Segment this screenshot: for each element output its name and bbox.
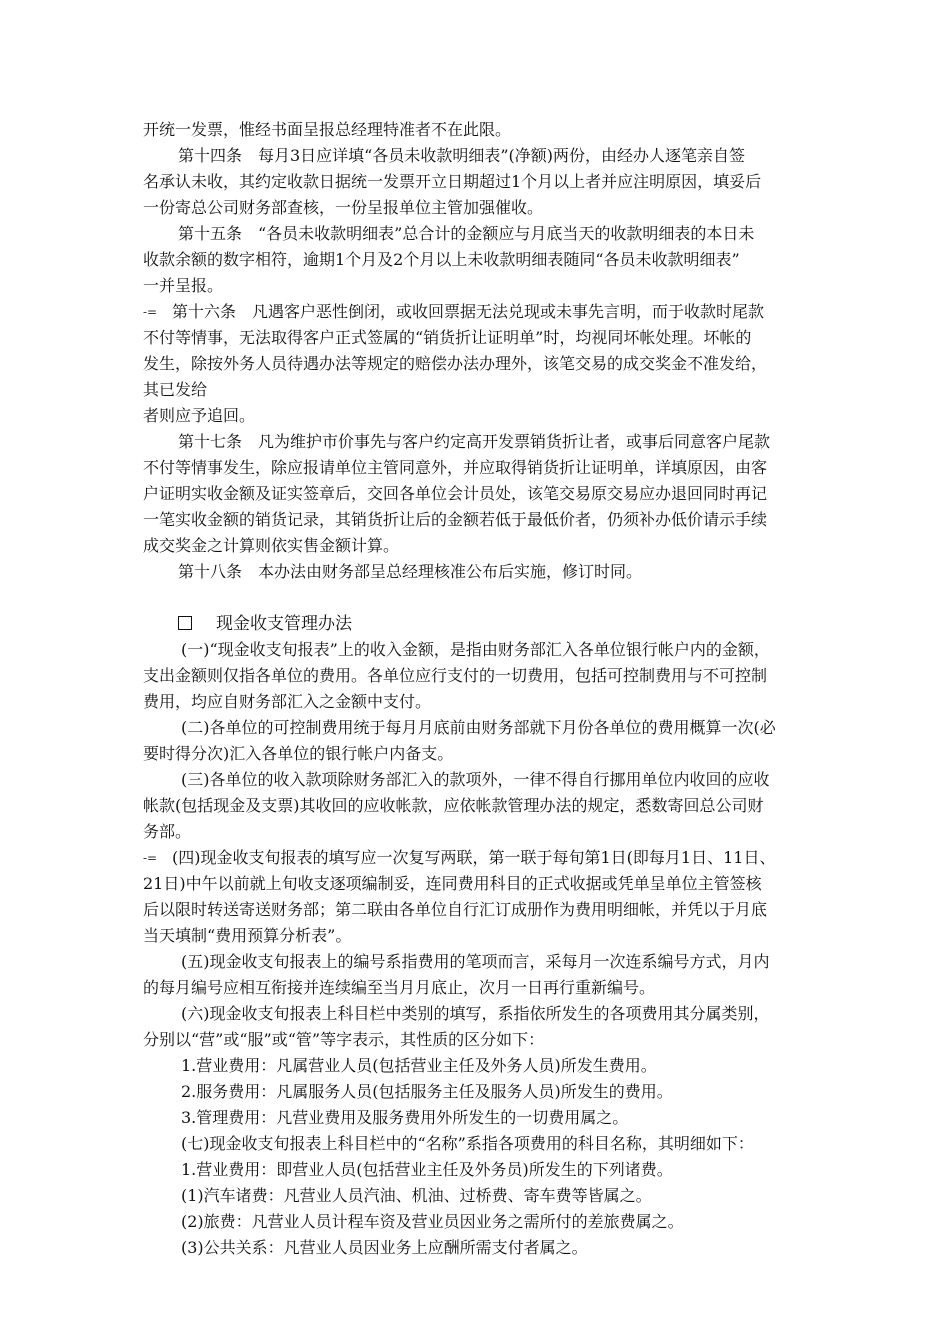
text-line: 要时得分次)汇入各单位的银行帐户内备支。 [143,744,454,763]
paragraph-marker: -= [143,851,158,865]
item-4-line: (四)现金收支旬报表的填写应一次复写两联，第一联于每旬第1日(即每月1日、11日、 [172,848,776,867]
text-line: 一并呈报。 [143,276,224,295]
article-18-line: 第十八条 本办法由财务部呈总经理核准公布后实施，修订时同。 [178,562,643,581]
list-item: 1.营业费用：即营业人员(包括营业主任及外务员)所发生的下列诸费。 [181,1160,673,1179]
checkbox-icon [178,616,192,630]
list-item: 3.管理费用：凡营业费用及服务费用外所发生的一切费用属之。 [181,1108,629,1127]
text-line: 名承认未收，其约定收款日据统一发票开立日期超过1个月以上者并应注明原因，填妥后 [143,172,762,191]
section-title: 现金收支管理办法 [216,614,352,634]
text-line: 务部。 [143,822,192,841]
text-line: 不付等情事，无法取得客户正式签属的“销货折让证明单”时，均视同坏帐处理。坏帐的 [143,328,752,347]
item-1-line: (一)“现金收支旬报表”上的收入金额，是指由财务部汇入各单位银行帐户内的金额， [181,640,770,659]
list-item: (2)旅费：凡营业人员计程车资及营业员因业务之需所付的差旅费属之。 [181,1212,684,1231]
article-17-line: 第十七条 凡为维护市价事先与客户约定高开发票销货折让者，或事后同意客户尾款 [178,432,771,451]
article-14-line: 第十四条 每月3日应详填“各员未收款明细表”(净额)两份，由经办人逐笔亲自签 [178,146,746,165]
text-line: 其已发给 [143,380,208,399]
item-5-line: (五)现金收支旬报表上的编号系指费用的笔项而言，采每月一次连系编号方式，月内 [181,952,770,971]
text-line: 不付等情事发生，除应报请单位主管同意外，并应取得销货折让证明单，详填原因，由客 [143,458,768,477]
text-line: 一笔实收金额的销货记录，其销货折让后的金额若低于最低价者，仍须补办低价请示手续 [143,510,768,529]
paragraph-marker: -= [143,305,158,319]
list-item: 1.营业费用：凡属营业人员(包括营业主任及外务人员)所发生费用。 [181,1056,657,1075]
section-heading [178,611,352,637]
list-item: (1)汽车诸费：凡营业人员汽油、机油、过桥费、寄车费等皆属之。 [181,1186,652,1205]
list-item: 2.服务费用：凡属服务人员(包括服务主任及服务人员)所发生的费用。 [181,1082,673,1101]
text-line: 当天填制“费用预算分析表”。 [143,926,352,945]
text-line: 帐款(包括现金及支票)其收回的应收帐款，应依帐款管理办法的规定，悉数寄回总公司财 [143,796,764,815]
text-line: 发生，除按外务人员待遇办法等规定的赔偿办法办理外，该笔交易的成交奖金不准发给， [143,354,768,373]
text-line: 收款余额的数字相符，逾期1个月及2个月以上未收款明细表随同“各员未收款明细表” [143,250,740,269]
text-line: 成交奖金之计算则依实售金额计算。 [143,536,400,555]
text-line: 21日)中午以前就上旬收支逐项编制妥，连同费用科目的正式收据或凭单呈单位主管签核 [143,874,762,893]
text-line: 后以限时转送寄送财务部；第二联由各单位自行汇订成册作为费用明细帐，并凭以于月底 [143,900,768,919]
item-3-line: (三)各单位的收入款项除财务部汇入的款项外，一律不得自行挪用单位内收回的应收 [181,770,770,789]
list-item: (3)公共关系：凡营业人员因业务上应酬所需支付者属之。 [181,1238,588,1257]
item-6-line: (六)现金收支旬报表上科目栏中类别的填写，系指依所发生的各项费用其分属类别， [181,1004,770,1023]
text-line: 支出金额则仅指各单位的费用。各单位应行支付的一切费用，包括可控制费用与不可控制 [143,666,768,685]
text-line: 的每月编号应相互衔接并连续编至当月月底止，次月一日再行重新编号。 [143,978,656,997]
item-7-line: (七)现金收支旬报表上科目栏中的“名称”系指各项费用的科目名称，其明细如下： [181,1134,754,1153]
text-line: 者则应予追回。 [143,406,256,425]
text-line: 费用，均应自财务部汇入之金额中支付。 [143,692,432,711]
text-line: 开统一发票，惟经书面呈报总经理特准者不在此限。 [143,120,512,139]
article-15-line: 第十五条 “各员未收款明细表”总合计的金额应与月底当天的收款明细表的本日未 [178,224,755,243]
text-line: 一份寄总公司财务部查核，一份呈报单位主管加强催收。 [143,198,544,217]
text-line: 户证明实收金额及证实签章后，交回各单位会计员处，该笔交易原交易应办退回同时再记 [143,484,768,503]
item-2-line: (二)各单位的可控制费用统于每月月底前由财务部就下月份各单位的费用概算一次(必 [181,718,776,737]
article-16-line: 第十六条 凡遇客户恶性倒闭，或收回票据无法兑现或未事先言明，而于收款时尾款 [172,302,765,321]
text-line: 分别以“营”或“服”或“管”等字表示，其性质的区分如下： [143,1030,545,1049]
